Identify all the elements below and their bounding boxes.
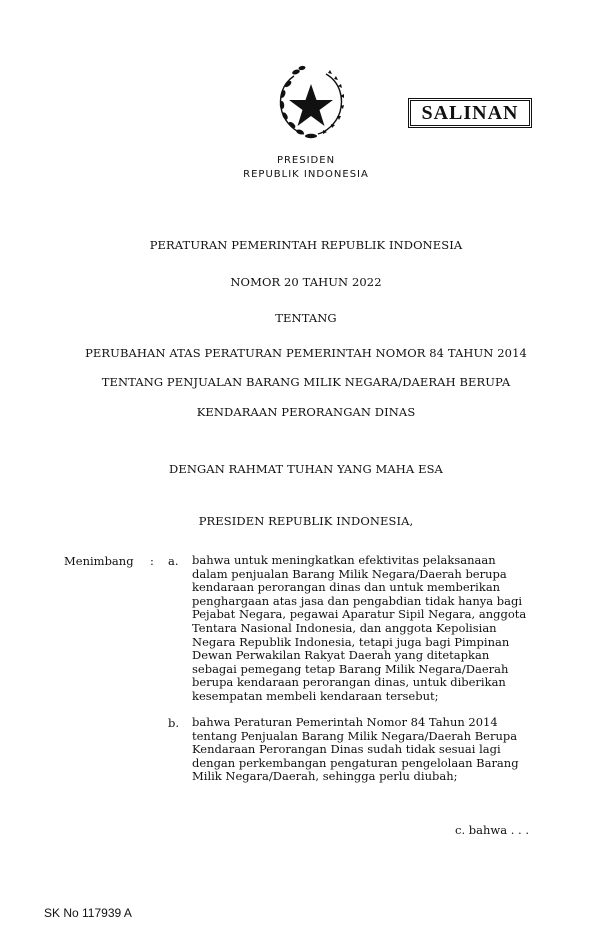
item-a-line: Dewan Perwakilan Rakyat Daerah yang ditetapkan — [192, 648, 490, 663]
regulation-number: NOMOR 20 TAHUN 2022 — [230, 275, 382, 289]
item-a-line: sebagai pemegang tetap Barang Milik Negara/Daerah — [192, 661, 509, 676]
item-a-line: kendaraan perorangan dinas dan untuk memberikan — [192, 580, 501, 595]
footer-code: SK No 117939 A — [44, 906, 132, 920]
regulation-about: TENTANG — [275, 311, 337, 325]
item-a-marker: a. — [168, 554, 179, 568]
institution-heading — [0, 154, 612, 182]
item-a-line: bahwa untuk meningkatkan efektivitas pelaksanaan — [192, 553, 496, 567]
item-b-line: dengan perkembangan pengaturan pengelolaan Barang — [192, 755, 519, 770]
regulation-subject-line1: PERUBAHAN ATAS PERATURAN PEMERINTAH NOMOR 84 TAHUN 2014 — [85, 346, 527, 360]
item-a-line: dalam penjualan Barang Milik Negara/Daerah berupa — [192, 566, 507, 581]
item-a-line: Pejabat Negara, pegawai Aparatur Sipil Negara, anggota — [192, 607, 527, 622]
regulation-subject-line2: TENTANG PENJUALAN BARANG MILIK NEGARA/DAERAH BERUPA — [101, 375, 511, 389]
menimbang-colon: : — [150, 554, 154, 568]
institution-line1: PRESIDEN — [276, 155, 336, 166]
item-a-text — [192, 554, 532, 704]
item-b-text — [192, 716, 532, 784]
item-a-line: penghargaan atas jasa dan pengabdian tidak hanya bagi — [192, 593, 523, 608]
institution-line2: REPUBLIK INDONESIA — [243, 169, 369, 180]
item-a-line: berupa kendaraan perorangan dinas, untuk diberikan — [192, 675, 506, 690]
item-a-line: kesempatan membeli kendaraan tersebut; — [192, 688, 439, 703]
presidential-seal-icon — [268, 62, 354, 142]
item-a-line: Negara Republik Indonesia, tetapi juga bagi Pimpinan — [192, 634, 510, 649]
item-b-marker: b. — [168, 716, 180, 730]
salinan-stamp: SALINAN — [408, 98, 532, 128]
grace-statement: DENGAN RAHMAT TUHAN YANG MAHA ESA — [169, 462, 443, 476]
item-b-line: tentang Penjualan Barang Milik Negara/Daerah Berupa — [192, 728, 518, 743]
item-b-line: Kendaraan Perorangan Dinas sudah tidak sesuai lagi — [192, 742, 501, 757]
authority-statement: PRESIDEN REPUBLIK INDONESIA, — [198, 514, 414, 528]
page-continuation: c. bahwa . . . — [455, 823, 530, 837]
menimbang-label: Menimbang — [64, 554, 134, 568]
item-a-line: Tentara Nasional Indonesia, dan anggota Kepolisian — [192, 620, 497, 635]
item-b-line: bahwa Peraturan Pemerintah Nomor 84 Tahun 2014 — [192, 715, 498, 729]
regulation-subject-line3: KENDARAAN PERORANGAN DINAS — [196, 405, 416, 419]
item-b-line: Milik Negara/Daerah, sehingga perlu diubah; — [192, 769, 458, 784]
regulation-title: PERATURAN PEMERINTAH REPUBLIK INDONESIA — [149, 238, 463, 252]
